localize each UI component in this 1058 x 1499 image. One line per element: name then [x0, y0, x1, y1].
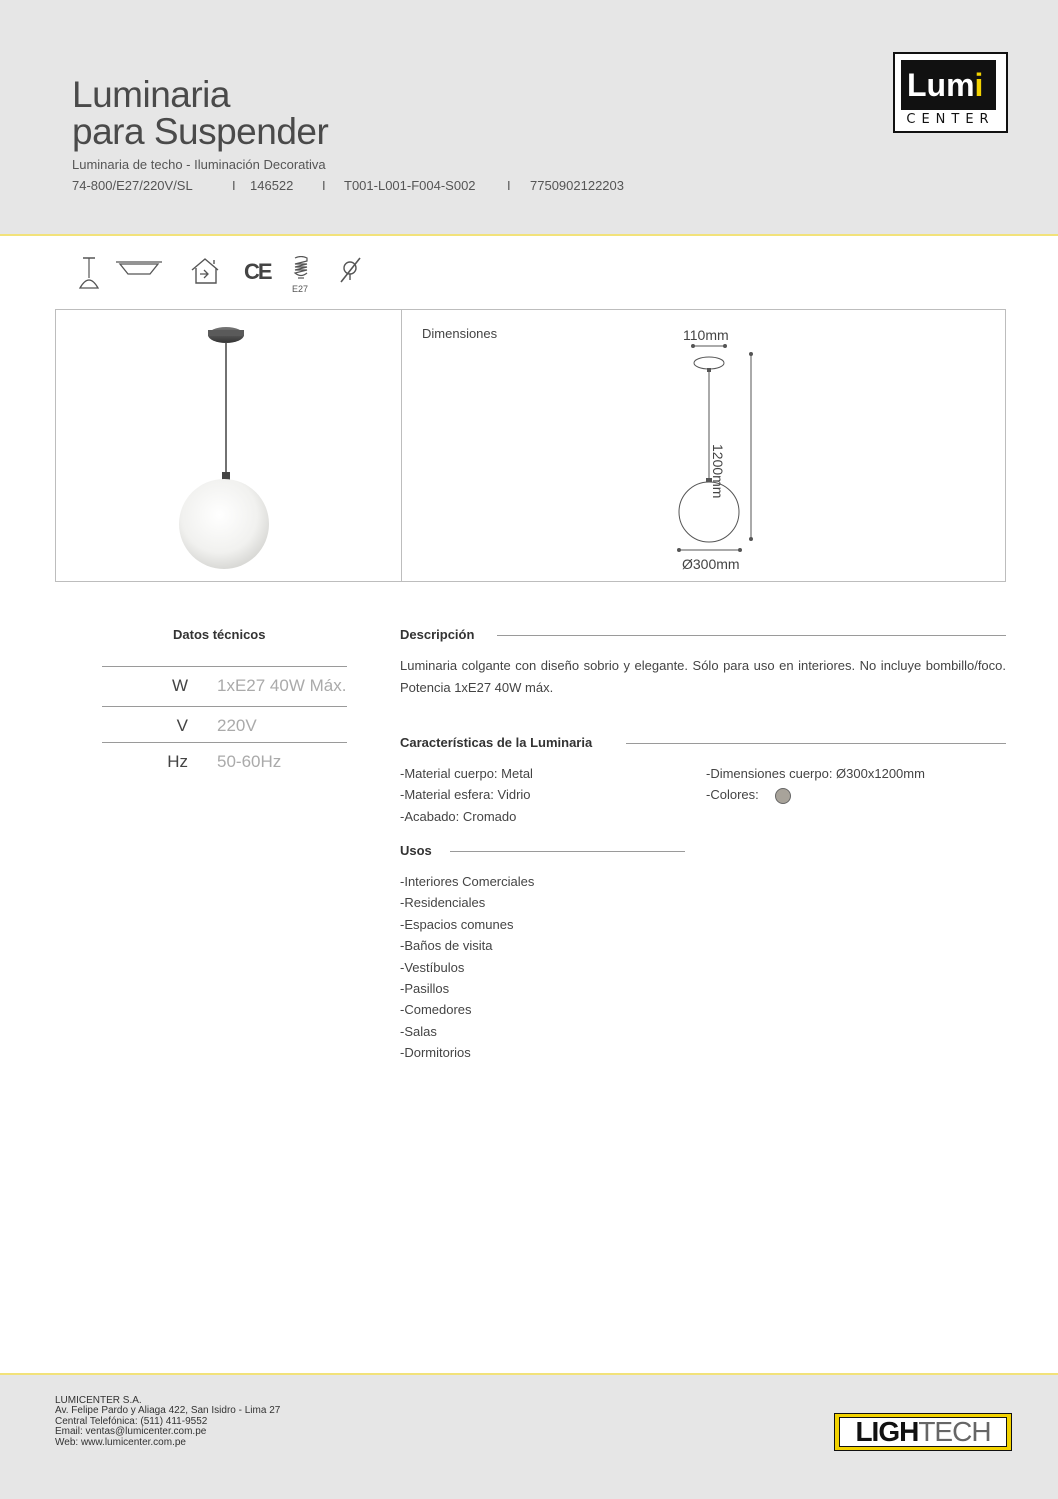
spec-row-power [102, 666, 347, 705]
company-web[interactable]: Web: www.lumicenter.com.pe [55, 1436, 186, 1448]
company-phone: Central Telefónica: (511) 411-9552 [55, 1415, 208, 1427]
color-swatch [775, 788, 791, 804]
uses-title: Usos [400, 843, 432, 858]
description-rule [497, 635, 1006, 636]
feature-finish: -Acabado: Cromado [400, 809, 517, 824]
list-item: -Espacios comunes [400, 916, 514, 932]
spec-value: 1xE27 40W Máx. [217, 676, 347, 695]
list-item: -Residenciales [400, 895, 486, 911]
list-item: -Dormitorios [400, 1045, 471, 1061]
feature-dimensions: -Dimensiones cuerpo: Ø300x1200mm [706, 766, 925, 781]
feature-colors [706, 787, 791, 804]
code-separator: I [507, 178, 511, 193]
box-divider [401, 310, 402, 582]
lumicenter-logo: Lumi CENTER [893, 52, 1008, 133]
company-info [55, 1396, 280, 1448]
technical-data-title: Datos técnicos [173, 627, 266, 642]
ceiling-mount-icon [116, 256, 162, 278]
description-title: Descripción [400, 627, 475, 642]
list-item: -Vestíbulos [400, 959, 465, 975]
product-image [156, 320, 296, 580]
features-title: Características de la Luminaria [400, 735, 593, 750]
indoor-use-icon [188, 256, 224, 286]
uses-list [400, 871, 534, 1064]
model-code: 74-800/E27/220V/SL [72, 178, 193, 193]
dimension-drawing [656, 328, 816, 568]
classification-code: T001-L001-F004-S002 [344, 178, 476, 193]
description-text: Luminaria colgante con diseño sobrio y elegante. Sólo para uso en interiores. No incluye bombillo/foco. Potencia 1xE27 40W máx. [400, 658, 1006, 695]
item-code: 146522 [250, 178, 294, 193]
feature-sphere-material: -Material esfera: Vidrio [400, 787, 531, 802]
ce-mark-icon: CE [244, 259, 271, 284]
footer-band [0, 1373, 1058, 1499]
lightech-logo: LIGHTECH [834, 1413, 1012, 1451]
canopy-dimension: 110mm [683, 327, 729, 343]
e27-bulb-icon [292, 256, 310, 284]
list-item: -Pasillos [400, 981, 450, 997]
company-name: LUMICENTER S.A. [55, 1395, 142, 1406]
subtitle: Luminaria de techo - Iluminación Decorativa [72, 157, 326, 172]
spec-unit: Hz [167, 752, 188, 771]
list-item: -Interiores Comerciales [400, 874, 535, 889]
features-rule [626, 743, 1006, 744]
title-line-2: para Suspender [72, 111, 329, 152]
feature-icons [70, 256, 390, 296]
header-band [0, 0, 1058, 236]
no-dimmable-icon [338, 256, 364, 286]
spec-unit: W [171, 676, 188, 695]
colors-label: -Colores: [706, 787, 759, 802]
spec-row-frequency [102, 742, 347, 781]
list-item: -Baños de visita [400, 938, 493, 954]
spec-value: 220V [217, 716, 257, 735]
feature-body-material: -Material cuerpo: Metal [400, 766, 533, 781]
barcode-number: 7750902122203 [530, 178, 624, 193]
code-separator: I [322, 178, 326, 193]
company-email[interactable]: Email: ventas@lumicenter.com.pe [55, 1426, 207, 1438]
list-item: -Comedores [400, 1002, 472, 1018]
e27-label: E27 [292, 284, 309, 294]
page-title [72, 76, 328, 150]
company-address: Av. Felipe Pardo y Aliaga 422, San Isidro - Lima 27 [55, 1405, 281, 1417]
spec-row-voltage [102, 706, 347, 745]
code-separator: I [232, 178, 236, 193]
spec-unit: V [176, 716, 188, 735]
product-box [55, 309, 1006, 582]
diameter-dimension: Ø300mm [682, 556, 740, 572]
height-dimension: 1200mm [710, 444, 726, 499]
spec-value: 50-60Hz [217, 752, 282, 771]
uses-rule [450, 851, 685, 852]
list-item: -Salas [400, 1023, 437, 1039]
pendant-lamp-icon [76, 256, 102, 292]
title-line-1: Luminaria [72, 74, 230, 115]
dimensions-label: Dimensiones [422, 326, 498, 341]
